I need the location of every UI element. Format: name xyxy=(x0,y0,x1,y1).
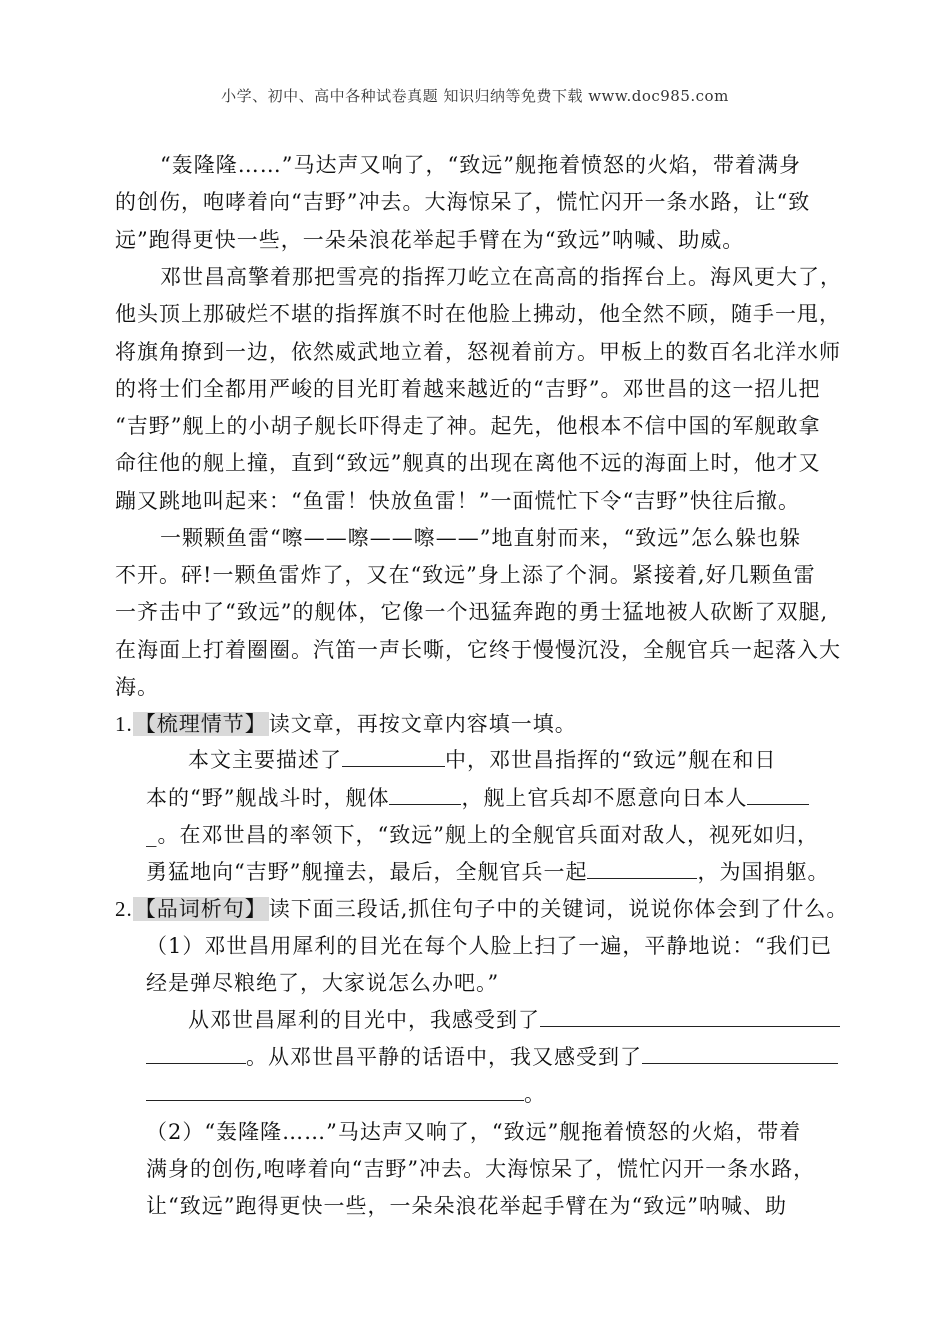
question-prompt: 读下面三段话,抓住句子中的关键词，说说你体会到了什么。 xyxy=(268,897,849,921)
passage-line: 一齐击中了“致远”的舰体，它像一个迅猛奔跑的勇士猛地被人砍断了双腿, xyxy=(115,600,829,624)
passage-line: 的创伤，咆哮着向“吉野”冲去。大海惊呆了，慌忙闪开一条水路，让“致 xyxy=(115,190,811,214)
answer-text: 从邓世昌犀利的目光中，我感受到了 xyxy=(188,1008,540,1032)
question-1-heading xyxy=(115,710,577,738)
passage-line: 不开。砰!一颗鱼雷炸了，又在“致远”身上添了个洞。紧接着,好几颗鱼雷 xyxy=(115,563,816,587)
page-header: 小学、初中、高中各种试卷真题 知识归纳等免费下载 www.doc985.com xyxy=(221,87,729,105)
fill-line xyxy=(188,746,776,774)
fill-text: ，为国捐躯。 xyxy=(697,860,830,884)
answer-blank[interactable] xyxy=(146,1080,524,1101)
answer-line xyxy=(188,1006,840,1034)
question-number: 1. xyxy=(115,712,133,736)
sentence-line: 满身的创伤,咆哮着向“吉野”冲去。大海惊呆了，慌忙闪开一条水路， xyxy=(146,1157,816,1181)
answer-blank[interactable] xyxy=(342,746,445,767)
fill-text: 中，邓世昌指挥的“致远”舰在和日 xyxy=(445,748,777,772)
sentence-line: 让“致远”跑得更快一些，一朵朵浪花举起手臂在为“致远”呐喊、助 xyxy=(146,1194,787,1218)
passage-line: 命往他的舰上撞，直到“致远”舰真的出现在离他不远的海面上时，他才又 xyxy=(115,451,821,475)
answer-blank[interactable] xyxy=(587,858,697,879)
answer-blank[interactable] xyxy=(540,1006,840,1027)
sentence-line: （2）“轰隆隆……”马达声又响了，“致远”舰拖着愤怒的火焰，带着 xyxy=(146,1120,802,1144)
sentence-line: （1）邓世昌用犀利的目光在每个人脸上扫了一遍，平静地说：“我们已 xyxy=(146,934,833,958)
question-2-heading xyxy=(115,895,848,923)
question-number: 2. xyxy=(115,897,133,921)
answer-blank[interactable] xyxy=(389,784,461,805)
fill-line xyxy=(146,858,829,886)
answer-blank[interactable] xyxy=(146,1043,246,1064)
answer-blank[interactable] xyxy=(747,784,809,805)
passage-line: 在海面上打着圈圈。汽笛一声长嘶，它终于慢慢沉没，全舰官兵一起落入大 xyxy=(115,638,841,662)
fill-text: 本的“野”舰战斗时，舰体 xyxy=(146,786,390,810)
sentence-line: 经是弹尽粮绝了，大家说怎么办吧。” xyxy=(146,971,500,995)
passage-line: 蹦又跳地叫起来：“鱼雷！快放鱼雷！”一面慌忙下令“吉野”快往后撤。 xyxy=(115,489,800,513)
question-tag: 【梳理情节】 xyxy=(134,712,267,736)
passage-line: 的将士们全都用严峻的目光盯着越来越近的“吉野”。邓世昌的这一招儿把 xyxy=(115,377,821,401)
passage-line: 远”跑得更快一些，一朵朵浪花举起手臂在为“致远”呐喊、助威。 xyxy=(115,228,745,252)
fill-text: 勇猛地向“吉野”舰撞去，最后，全舰官兵一起 xyxy=(146,860,588,884)
question-prompt: 读文章，再按文章内容填一填。 xyxy=(268,712,577,736)
fill-text: ，舰上官兵却不愿意向日本人 xyxy=(461,786,748,810)
passage-line: “轰隆隆……”马达声又响了，“致远”舰拖着愤怒的火焰，带着满身 xyxy=(160,153,801,177)
passage-line: “吉野”舰上的小胡子舰长吓得走了神。起先，他根本不信中国的军舰敢拿 xyxy=(115,414,821,438)
passage-line: 邓世昌高擎着那把雪亮的指挥刀屹立在高高的指挥台上。海风更大了， xyxy=(160,265,842,289)
answer-text: 。 xyxy=(524,1082,546,1106)
fill-text: 本文主要描述了 xyxy=(188,748,342,772)
answer-text: 。从邓世昌平静的话语中，我又感受到了 xyxy=(246,1045,642,1069)
answer-line xyxy=(146,1080,546,1108)
fill-line: _。在邓世昌的率领下，“致远”舰上的全舰官兵面对敌人，视死如归， xyxy=(146,823,819,847)
passage-line: 海。 xyxy=(115,675,159,699)
passage-line: 将旗角撩到一边，依然威武地立着，怒视着前方。甲板上的数百名北洋水师 xyxy=(115,340,841,364)
passage-line: 他头顶上那破烂不堪的指挥旗不时在他脸上拂动，他全然不顾，随手一甩， xyxy=(115,302,841,326)
answer-line xyxy=(146,1043,838,1071)
passage-line: 一颗颗鱼雷“嚓——嚓——嚓——”地直射而来，“致远”怎么躲也躲 xyxy=(160,526,801,550)
fill-line xyxy=(146,784,809,812)
question-tag: 【品词析句】 xyxy=(134,897,267,921)
answer-blank[interactable] xyxy=(642,1043,838,1064)
